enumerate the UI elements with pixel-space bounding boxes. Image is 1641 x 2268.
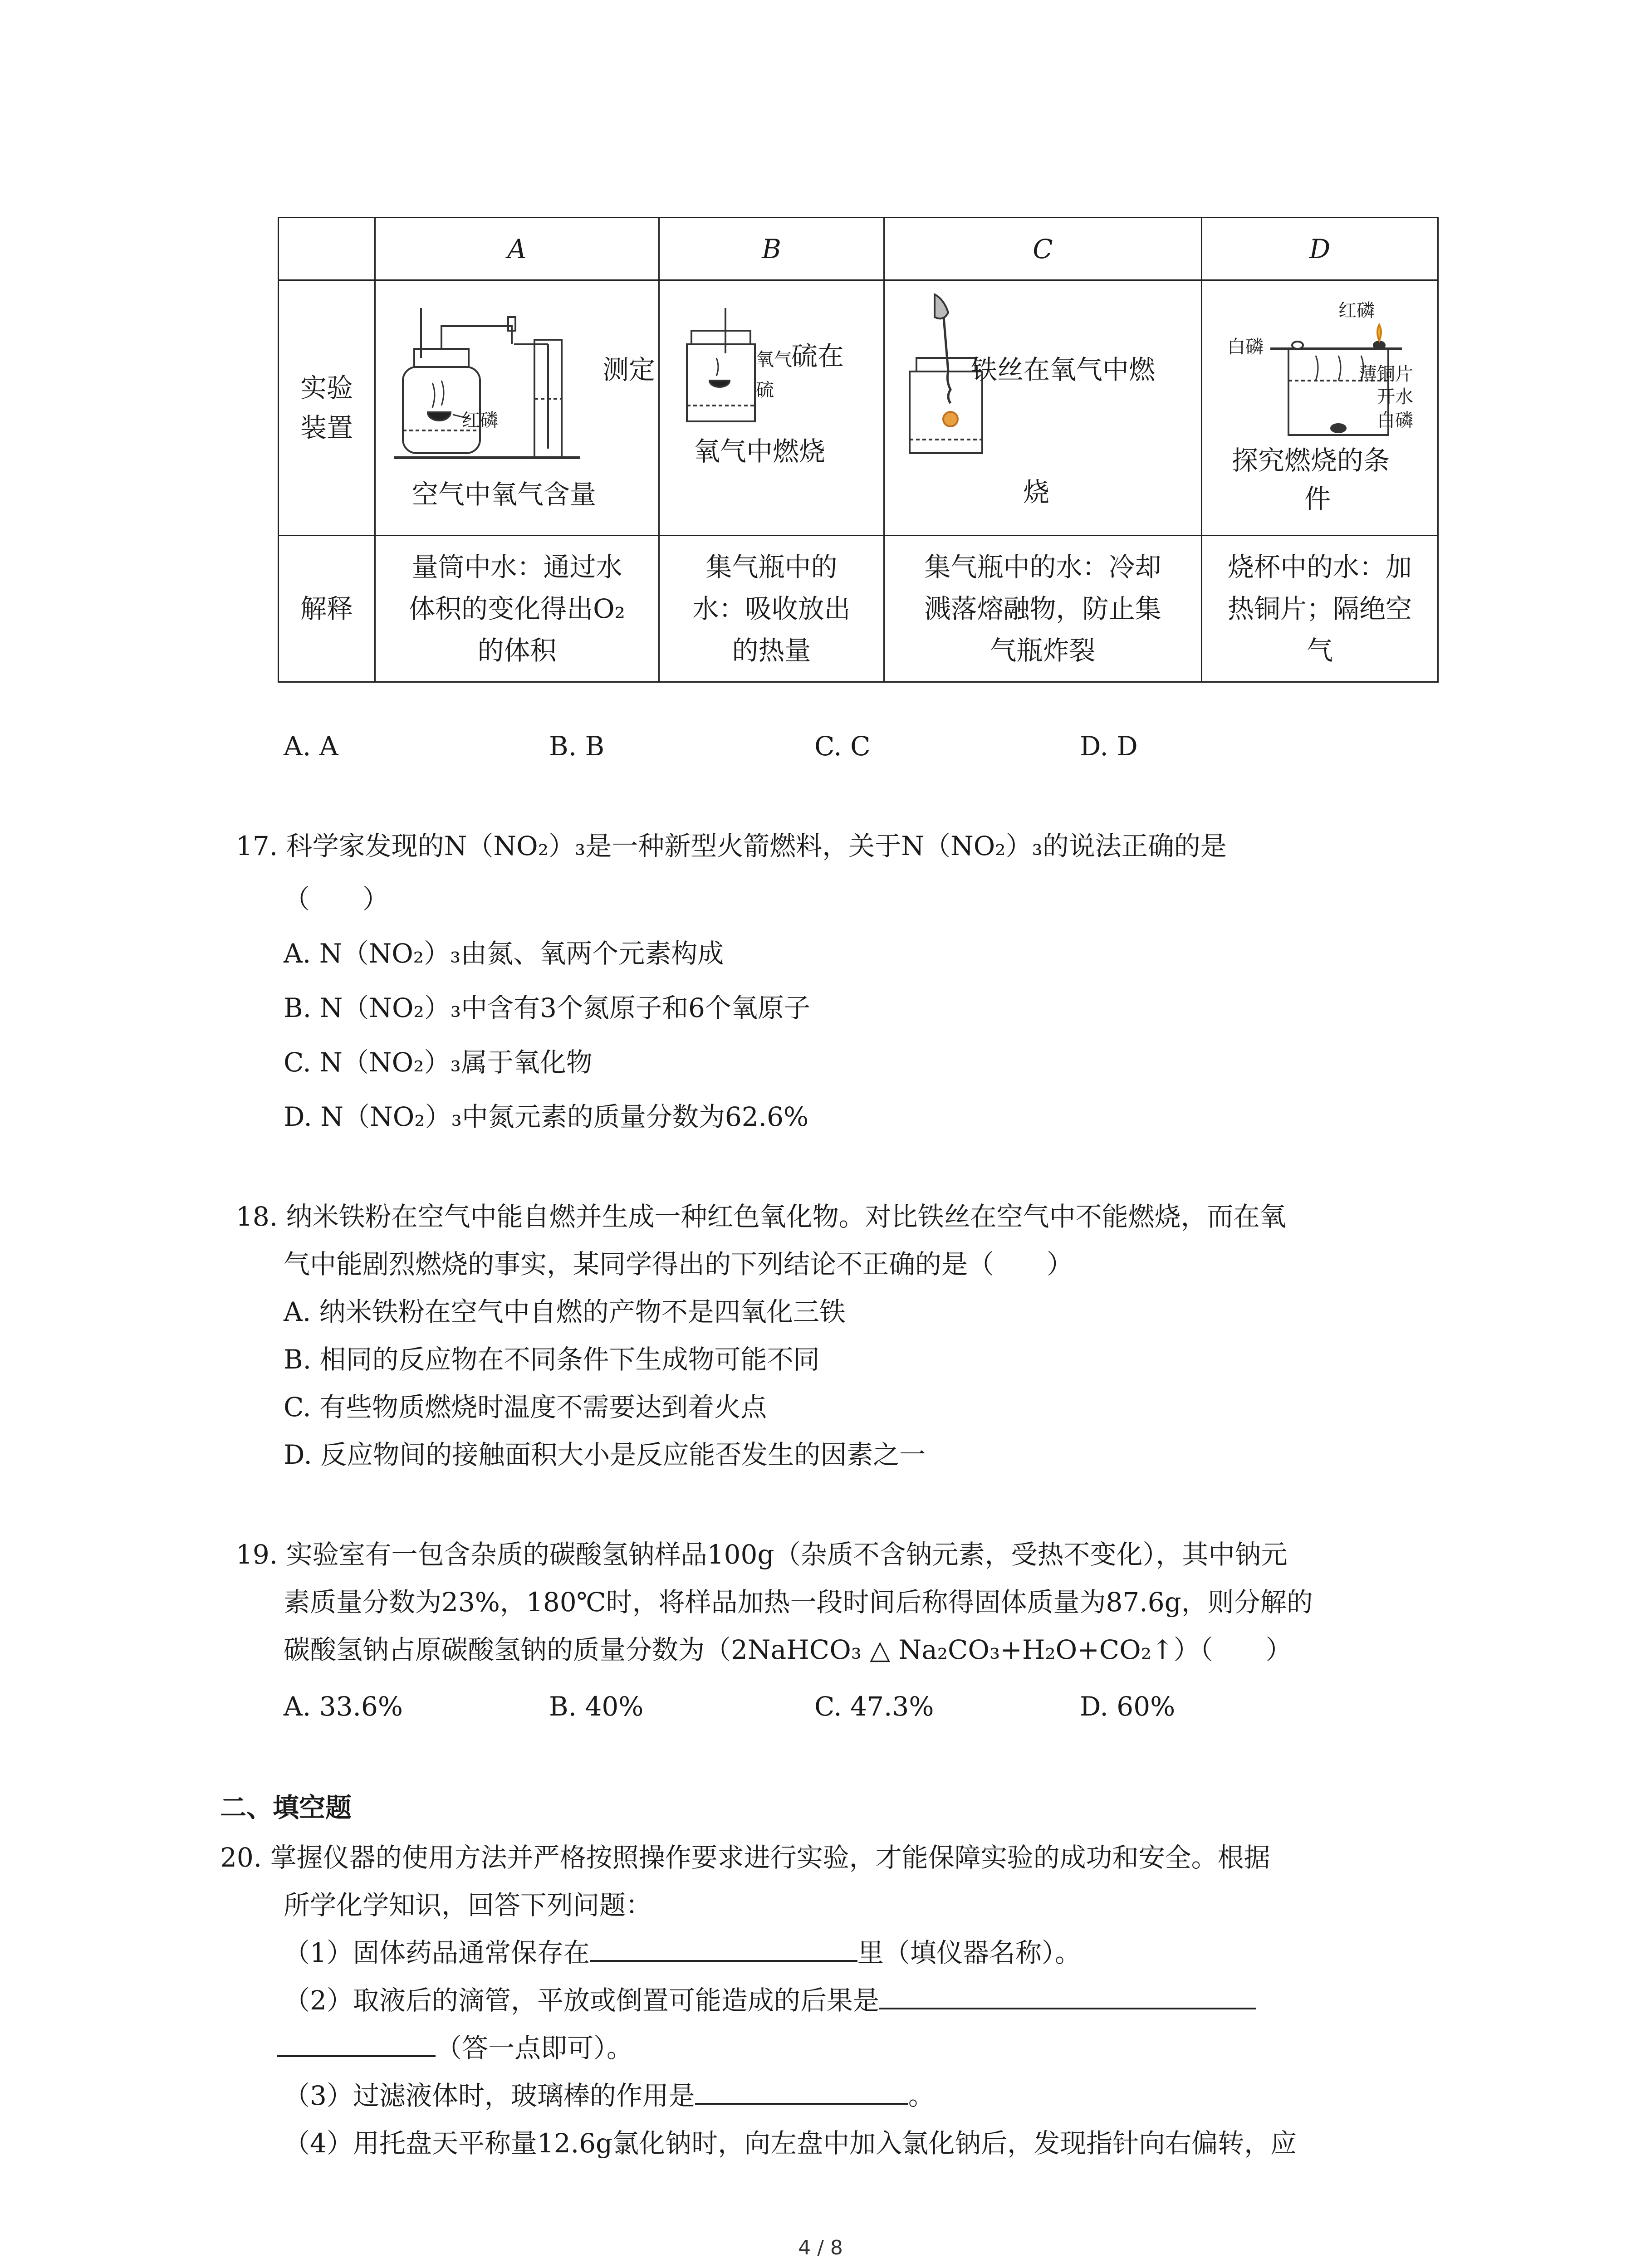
q18-stem-line1: 18. 纳米铁粉在空气中能自燃并生成一种红色氧化物。对比铁丝在空气中不能燃烧，而在氧	[236, 1201, 1286, 1232]
q18-option-d[interactable]: D. 反应物间的接触面积大小是反应能否发生的因素之一	[284, 1439, 926, 1470]
q20-part3-blank[interactable]	[695, 2076, 908, 2105]
label-sulfur-b: 硫	[756, 380, 774, 401]
q20-part2-line1	[284, 1978, 1256, 2023]
explain-b-line2: 水：吸收放出	[692, 593, 851, 624]
q17-stem-line1: 17. 科学家发现的N（NO₂）₃是一种新型火箭燃料，关于N（NO₂）₃的说法正确的是	[236, 831, 1227, 861]
q20-part2-line2	[277, 2025, 633, 2071]
q17-option-a[interactable]: A. N（NO₂）₃由氮、氧两个元素构成	[284, 938, 724, 969]
q17-stem-line2: （ ）	[284, 884, 389, 914]
label-red-phosphorus-a: 红磷	[462, 410, 498, 431]
q19-option-d[interactable]: D. 60%	[1080, 1691, 1176, 1722]
q18-option-c[interactable]: C. 有些物质燃烧时温度不需要达到着火点	[284, 1392, 767, 1422]
q20-stem-line2: 所学化学知识，回答下列问题：	[284, 1890, 652, 1921]
explain-a-line3: 的体积	[477, 635, 557, 666]
setup-c-bottom: 烧	[1023, 477, 1050, 508]
page-number: 4 / 8	[798, 2236, 843, 2259]
setup-d-bottom-2: 件	[1304, 484, 1331, 514]
q20-part2-prefix: （2）取液后的滴管，平放或倒置可能造成的后果是	[284, 1985, 879, 2016]
setup-b-right: 硫在	[791, 341, 844, 371]
q20-part2-blank-2[interactable]	[277, 2028, 436, 2057]
q19-option-a[interactable]: A. 33.6%	[284, 1691, 403, 1722]
q19-stem-line2: 素质量分数为23%，180℃时，将样品加热一段时间后称得固体质量为87.6g，则分解的	[284, 1587, 1313, 1618]
q17-option-d[interactable]: D. N（NO₂）₃中氮元素的质量分数为62.6%	[284, 1101, 809, 1132]
header-a: A	[375, 218, 659, 280]
q17-option-b[interactable]: B. N（NO₂）₃中含有3个氮原子和6个氧原子	[284, 992, 810, 1023]
setup-d	[1202, 280, 1438, 536]
explain-d-line1: 烧杯中的水：加	[1227, 552, 1412, 582]
q19-stem-line3: 碳酸氢钠占原碳酸氢钠的质量分数为（2NaHCO₃ △ Na₂CO₃+H₂O+CO₂↑）（ ）	[284, 1634, 1292, 1665]
apparatus-b-figure	[682, 308, 759, 426]
experiment-table	[278, 217, 1439, 683]
setup-c-right: 铁丝在氧气中燃	[971, 354, 1156, 385]
q20-part1-blank[interactable]	[590, 1933, 857, 1962]
label-copper-sheet: 薄铜片	[1359, 364, 1413, 385]
q18-option-b[interactable]: B. 相同的反应物在不同条件下生成物可能不同	[284, 1344, 820, 1375]
q19-option-b[interactable]: B. 40%	[549, 1691, 644, 1722]
q16-option-a[interactable]: A. A	[284, 731, 338, 762]
q20-part2-suffix: （答一点即可）。	[436, 2033, 633, 2063]
q20-part1-prefix: （1）固体药品通常保存在	[284, 1937, 590, 1968]
q17-option-c[interactable]: C. N（NO₂）₃属于氧化物	[284, 1047, 593, 1078]
explain-b-line3: 的热量	[732, 635, 811, 666]
setup-d-bottom-1: 探究燃烧的条	[1232, 445, 1390, 476]
q16-option-d[interactable]: D. D	[1080, 731, 1138, 762]
header-d: D	[1202, 218, 1438, 280]
explain-c-line3: 气瓶炸裂	[990, 635, 1096, 666]
row-label-setup: 实验 装置	[279, 280, 375, 536]
explain-d-line2: 热铜片；隔绝空	[1227, 593, 1412, 624]
label-white-phosphorus-bottom: 白磷	[1377, 410, 1413, 431]
q20-part3-suffix: 。	[908, 2080, 935, 2111]
setup-a-right: 测定	[603, 354, 656, 385]
label-white-phosphorus-top: 白磷	[1227, 337, 1264, 357]
explain-a	[375, 536, 659, 682]
q20-part3-prefix: （3）过滤液体时，玻璃棒的作用是	[284, 2080, 695, 2111]
header-c: C	[884, 218, 1202, 280]
q20-stem-line1: 20. 掌握仪器的使用方法并严格按照操作要求进行实验，才能保障实验的成功和安全。根据	[220, 1842, 1270, 1873]
q20-part1	[284, 1930, 1081, 1975]
label-oxygen-b: 氧气	[756, 349, 792, 370]
explain-c-line1: 集气瓶中的水：冷却	[924, 552, 1161, 582]
q19-stem-line1: 19. 实验室有一包含杂质的碳酸氢钠样品100g（杂质不含钠元素，受热不变化），其中钠元	[236, 1539, 1288, 1570]
q18-option-a[interactable]: A. 纳米铁粉在空气中自燃的产物不是四氧化三铁	[284, 1296, 846, 1327]
q18-stem-line2: 气中能剧烈燃烧的事实，某同学得出的下列结论不正确的是（ ）	[284, 1249, 1073, 1280]
setup-b-bottom: 氧气中燃烧	[694, 436, 826, 467]
explain-d-line3: 气	[1306, 635, 1333, 666]
section-title-fill-in: 二、填空题	[220, 1792, 352, 1823]
q16-option-b[interactable]: B. B	[549, 731, 605, 762]
row-label-explain: 解释	[279, 536, 375, 682]
apparatus-a-figure	[389, 299, 589, 471]
setup-b	[659, 280, 884, 536]
explain-b-line1: 集气瓶中的	[705, 552, 838, 582]
q19-option-c[interactable]: C. 47.3%	[814, 1691, 934, 1722]
setup-a-bottom: 空气中氧气含量	[412, 479, 597, 510]
header-empty	[279, 218, 375, 280]
header-b: B	[659, 218, 884, 280]
setup-a	[375, 280, 659, 536]
label-boiling-water: 开水	[1377, 386, 1413, 407]
explain-a-line1: 量筒中水：通过水	[411, 552, 622, 582]
explain-a-line2: 体积的变化得出O₂	[409, 593, 625, 624]
q20-part4: （4）用托盘天平称量12.6g氯化钠时，向左盘中加入氯化钠后，发现指针向右偏转，应	[284, 2128, 1297, 2159]
label-red-phosphorus-d: 红磷	[1338, 300, 1375, 321]
q16-option-c[interactable]: C. C	[814, 731, 871, 762]
explain-c-line2: 溅落熔融物，防止集	[924, 593, 1161, 624]
explain-d	[1202, 536, 1438, 682]
explain-c	[884, 536, 1202, 682]
explain-b	[659, 536, 884, 682]
q20-part3	[284, 2073, 935, 2118]
q20-part1-suffix: 里（填仪器名称）。	[857, 1937, 1081, 1968]
setup-c	[884, 280, 1202, 536]
q20-part2-blank-1[interactable]	[879, 1980, 1256, 2009]
